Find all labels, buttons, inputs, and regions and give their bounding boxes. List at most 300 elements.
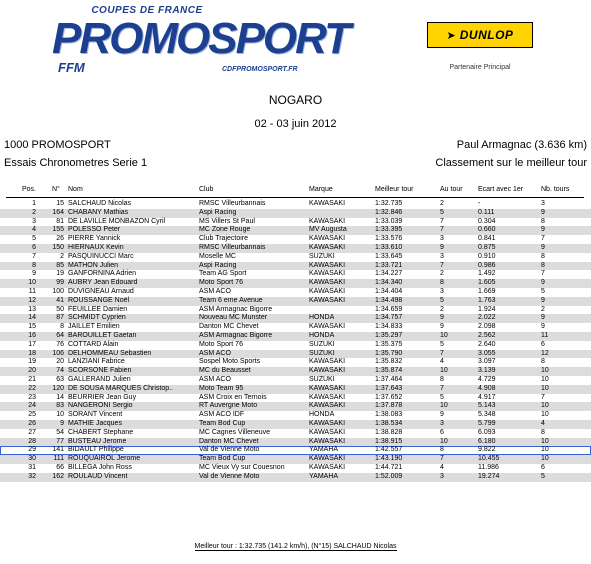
- cell-gap: 2.022: [478, 314, 496, 322]
- cell-at-lap: 7: [440, 384, 444, 392]
- cell-gap: 0.111: [478, 208, 495, 216]
- cell-pos: 11: [28, 287, 36, 295]
- cell-best-lap: 1:37.464: [375, 375, 403, 383]
- cell-marque: KAWASAKI: [309, 455, 346, 463]
- cell-best-lap: 1:33.395: [375, 226, 403, 234]
- cell-pos: 29: [28, 446, 36, 454]
- cell-number: 54: [56, 428, 64, 436]
- event-venue: NOGARO: [268, 93, 323, 107]
- cell-club: Moto Team 95: [199, 384, 244, 392]
- dunlop-logo: [427, 22, 533, 80]
- table-row[interactable]: [0, 350, 591, 359]
- cell-laps: 12: [541, 349, 549, 357]
- dunlop-arrow-icon: ➤: [446, 29, 456, 42]
- ffm-logo: FFM: [58, 60, 85, 75]
- col-best-lap: Meilleur tour: [375, 186, 414, 193]
- table-row[interactable]: [0, 297, 591, 306]
- cell-name: AUBRY Jean Edouard: [68, 279, 138, 287]
- cell-marque: KAWASAKI: [309, 200, 346, 207]
- cell-marque: KAWASAKI: [309, 287, 346, 295]
- cell-club: Sospel Moto Sports: [199, 358, 261, 366]
- table-row[interactable]: [0, 288, 591, 297]
- cell-club: Val de Vienne Moto: [199, 472, 260, 480]
- cell-name: SALCHAUD Nicolas: [68, 200, 132, 207]
- cell-best-lap: 1:32.735: [375, 200, 403, 207]
- cell-laps: 11: [541, 331, 549, 339]
- table-row[interactable]: [0, 262, 591, 271]
- cell-name: JAILLET Emilien: [68, 323, 120, 331]
- cell-number: 63: [56, 375, 64, 383]
- cell-at-lap: 10: [440, 437, 448, 445]
- cell-marque: HONDA: [309, 314, 335, 322]
- cell-number: 162: [52, 472, 64, 480]
- col-name: Nom: [68, 186, 83, 193]
- table-row[interactable]: [0, 455, 591, 464]
- cell-marque: HONDA: [309, 411, 335, 419]
- category-label: 1000 PROMOSPORT: [4, 139, 111, 151]
- best-lap-summary: Meilleur tour : 1:32.735 (141.2 km/h), (N°15) SALCHAUD Nicolas: [194, 543, 397, 550]
- cell-gap: 0.910: [478, 252, 496, 260]
- cell-best-lap: 1:37.643: [375, 384, 403, 392]
- cell-at-lap: 9: [440, 243, 444, 251]
- cell-number: 8: [60, 323, 64, 331]
- cell-pos: 18: [28, 349, 36, 357]
- cell-name: ROUQUAIROL Jerome: [68, 455, 141, 463]
- cell-name: FEUILLEE Damien: [68, 305, 128, 313]
- cell-at-lap: 7: [440, 226, 444, 234]
- cell-marque: KAWASAKI: [309, 279, 346, 287]
- cell-club: Team 6 eme Avenue: [199, 296, 263, 304]
- cell-best-lap: 1:52.009: [375, 472, 403, 480]
- cell-number: 20: [56, 358, 64, 366]
- cell-best-lap: 1:34.340: [375, 279, 403, 287]
- cell-gap: 3.055: [478, 349, 496, 357]
- cell-pos: 17: [28, 340, 36, 348]
- sponsor-name: DUNLOP: [459, 28, 514, 42]
- cell-number: 2: [60, 252, 64, 260]
- cell-best-lap: 1:34.757: [375, 314, 403, 322]
- cell-pos: 10: [28, 279, 36, 287]
- cell-gap: 0.841: [478, 235, 496, 243]
- table-row[interactable]: [0, 332, 591, 341]
- col-pos: Pos.: [21, 186, 36, 193]
- dunlop-badge: [427, 22, 533, 48]
- cell-pos: 6: [32, 243, 36, 251]
- table-row[interactable]: [0, 253, 591, 262]
- cell-club: ASM Croix en Ternois: [199, 393, 267, 401]
- cell-club: MC Zone Rouge: [199, 226, 251, 234]
- cell-gap: 3.097: [478, 358, 496, 366]
- cell-laps: 9: [541, 314, 545, 322]
- logo-kicker: COUPES DE FRANCE: [91, 5, 203, 16]
- table-row[interactable]: [0, 209, 591, 218]
- cell-number: 164: [52, 208, 64, 216]
- cell-gap: 11.986: [478, 463, 499, 471]
- cell-marque: YAMAHA: [309, 472, 339, 480]
- cell-best-lap: 1:38.828: [375, 428, 403, 436]
- cell-name: LANZIANI Fabrice: [68, 358, 125, 366]
- cell-laps: 10: [541, 367, 549, 375]
- cell-laps: 9: [541, 208, 545, 216]
- cell-at-lap: 2: [440, 270, 444, 278]
- cell-club: RMSC Villeurbannais: [199, 243, 266, 251]
- cell-best-lap: 1:42.557: [375, 446, 403, 454]
- cell-name: DELHOMMEAU Sebastien: [68, 349, 152, 357]
- cell-at-lap: 4: [440, 358, 444, 366]
- cell-laps: 4: [541, 419, 545, 427]
- cell-best-lap: 1:44.721: [375, 463, 403, 471]
- cell-club: Team AG Sport: [199, 270, 247, 278]
- cell-number: 106: [52, 349, 64, 357]
- sponsor-caption: Partenaire Principal: [449, 64, 511, 71]
- cell-gap: 0.304: [478, 217, 496, 225]
- cell-at-lap: 9: [440, 411, 444, 419]
- cell-at-lap: 4: [440, 463, 444, 471]
- cell-best-lap: 1:38.083: [375, 411, 403, 419]
- cell-club: ASM ACO: [199, 287, 231, 295]
- cell-number: 141: [52, 446, 64, 454]
- header: [0, 0, 591, 80]
- cell-laps: 10: [541, 455, 549, 463]
- cell-name: HIERNAUX Kevin: [68, 243, 124, 251]
- cell-name: ROULAUD Vincent: [68, 472, 128, 480]
- cell-marque: KAWASAKI: [309, 217, 346, 225]
- cell-club: Nouveau MC Munster: [199, 314, 268, 322]
- cell-number: 10: [56, 411, 64, 419]
- cell-laps: 7: [541, 393, 545, 401]
- cell-name: DUVIGNEAU Arnaud: [68, 287, 134, 295]
- cell-pos: 27: [28, 428, 36, 436]
- cell-best-lap: 1:38.915: [375, 437, 403, 445]
- cell-club: Val de Vienne Moto: [199, 446, 260, 454]
- cell-number: 66: [56, 463, 64, 471]
- cell-club: Moto Sport 76: [199, 340, 243, 348]
- cell-best-lap: 1:33.576: [375, 235, 403, 243]
- cell-laps: 10: [541, 375, 549, 383]
- cell-name: SCORSONE Fabien: [68, 367, 132, 375]
- table-row[interactable]: [0, 429, 591, 438]
- cell-at-lap: 3: [440, 252, 444, 260]
- cell-number: 87: [56, 314, 64, 322]
- cell-marque: KAWASAKI: [309, 367, 346, 375]
- table-row[interactable]: [0, 420, 591, 429]
- table-row[interactable]: [0, 341, 591, 350]
- cell-at-lap: 2: [440, 200, 444, 207]
- table-row[interactable]: [0, 385, 591, 394]
- cell-pos: 16: [28, 331, 36, 339]
- cell-club: Team Bod Cup: [199, 419, 246, 427]
- cell-at-lap: 7: [440, 349, 444, 357]
- cell-club: ASM ACO: [199, 349, 231, 357]
- cell-number: 83: [56, 402, 64, 410]
- cell-number: 9: [60, 419, 64, 427]
- cell-at-lap: 10: [440, 331, 448, 339]
- cell-laps: 9: [541, 279, 545, 287]
- cell-laps: 8: [541, 217, 545, 225]
- cell-at-lap: 10: [440, 367, 448, 375]
- col-gap: Ecart avec 1er: [478, 186, 524, 193]
- cell-number: 26: [56, 235, 64, 243]
- cell-best-lap: 1:33.610: [375, 243, 403, 251]
- cell-pos: 24: [28, 402, 36, 410]
- cell-club: ASM Armagnac Bigorre: [199, 305, 273, 313]
- cell-club: Team Bod Cup: [199, 455, 246, 463]
- cell-pos: 2: [32, 208, 36, 216]
- cell-pos: 1: [32, 200, 36, 207]
- cell-number: 77: [56, 437, 64, 445]
- cell-number: 111: [53, 455, 64, 463]
- cell-best-lap: 1:35.375: [375, 340, 403, 348]
- cell-gap: 2.562: [478, 331, 496, 339]
- cell-marque: KAWASAKI: [309, 384, 346, 392]
- cell-name: POLESSO Peter: [68, 226, 121, 234]
- cell-club: RMSC Villeurbannais: [199, 200, 266, 207]
- cell-gap: 0.875: [478, 243, 496, 251]
- cell-club: Aspi Racing: [199, 208, 237, 216]
- cell-gap: 5.348: [478, 411, 496, 419]
- cell-at-lap: 7: [440, 217, 444, 225]
- cell-laps: 8: [541, 428, 545, 436]
- cell-club: ASM ACO: [199, 375, 231, 383]
- footer: [0, 543, 591, 550]
- cell-marque: KAWASAKI: [309, 419, 346, 427]
- cell-name: PASQUINUCCI Marc: [68, 252, 134, 260]
- cell-marque: SUZUKI: [309, 340, 335, 348]
- cell-marque: KAWASAKI: [309, 463, 346, 471]
- cell-number: 81: [56, 217, 64, 225]
- cell-gap: 2.098: [478, 323, 496, 331]
- cell-name: BILLEGA John Ross: [68, 463, 132, 471]
- cell-laps: 9: [541, 243, 545, 251]
- cell-laps: 9: [541, 296, 545, 304]
- table-row[interactable]: [0, 367, 591, 376]
- cell-pos: 8: [32, 261, 36, 269]
- cell-marque: KAWASAKI: [309, 428, 346, 436]
- cell-gap: 6.180: [478, 437, 496, 445]
- cell-name: BEURRIER Jean Guy: [68, 393, 137, 401]
- cell-best-lap: 1:35.832: [375, 358, 403, 366]
- cell-pos: 30: [28, 455, 36, 463]
- cell-club: MC du Beausset: [199, 367, 251, 375]
- results-table: [0, 200, 591, 482]
- cell-pos: 31: [28, 463, 36, 471]
- cell-marque: KAWASAKI: [309, 358, 346, 366]
- cell-name: ROUSSANGE Noël: [68, 296, 130, 304]
- cell-gap: 19.274: [478, 472, 500, 480]
- cell-at-lap: 9: [440, 323, 444, 331]
- session-label: Essais Chronometres Serie 1: [4, 157, 148, 169]
- cell-pos: 3: [32, 217, 36, 225]
- cell-number: 85: [56, 261, 64, 269]
- cell-pos: 26: [28, 419, 36, 427]
- logo-site: CDFPROMOSPORT.FR: [222, 66, 298, 73]
- table-row[interactable]: [0, 323, 591, 332]
- cell-number: 99: [56, 279, 64, 287]
- cell-name: PIERRE Yannick: [68, 235, 121, 243]
- table-row[interactable]: [0, 464, 591, 473]
- cell-name: SORANT Vincent: [68, 411, 123, 419]
- cell-gap: 3.139: [478, 367, 496, 375]
- cell-best-lap: 1:35.790: [375, 349, 403, 357]
- cell-name: BAROUILLET Gaetan: [68, 331, 137, 339]
- cell-marque: KAWASAKI: [309, 437, 346, 445]
- cell-best-lap: 1:35.874: [375, 367, 403, 375]
- cell-best-lap: 1:43.190: [375, 455, 403, 463]
- cell-laps: 3: [541, 200, 545, 207]
- cell-club: MC Cagnes Villeneuve: [199, 428, 271, 436]
- cell-pos: 20: [28, 367, 36, 375]
- cell-gap: 1.605: [478, 279, 496, 287]
- cell-pos: 32: [28, 472, 36, 480]
- cell-pos: 13: [28, 305, 36, 313]
- cell-laps: 5: [541, 472, 545, 480]
- table-row[interactable]: [0, 218, 591, 227]
- cell-at-lap: 8: [440, 446, 444, 454]
- cell-best-lap: 1:37.878: [375, 402, 403, 410]
- cell-name: GALLERAND Julien: [68, 375, 131, 383]
- cell-name: SCHMIDT Cyprien: [68, 314, 126, 322]
- cell-laps: 10: [541, 384, 549, 392]
- cell-pos: 23: [28, 393, 36, 401]
- table-row[interactable]: [0, 394, 591, 403]
- cell-gap: 2.640: [478, 340, 496, 348]
- table-row[interactable]: [0, 411, 591, 420]
- cell-best-lap: 1:34.833: [375, 323, 403, 331]
- table-row[interactable]: [0, 270, 591, 279]
- cell-club: Danton MC Chevet: [199, 323, 259, 331]
- cell-pos: 7: [32, 252, 36, 260]
- cell-pos: 25: [28, 411, 36, 419]
- cell-marque: KAWASAKI: [309, 296, 346, 304]
- table-row[interactable]: [0, 473, 591, 482]
- cell-at-lap: 8: [440, 279, 444, 287]
- cell-marque: KAWASAKI: [309, 323, 346, 331]
- table-row[interactable]: [0, 314, 591, 323]
- table-row[interactable]: [0, 306, 591, 315]
- cell-at-lap: 3: [440, 287, 444, 295]
- table-row[interactable]: [0, 376, 591, 385]
- cell-laps: 6: [541, 463, 545, 471]
- cell-laps: 10: [541, 411, 549, 419]
- cell-best-lap: 1:35.297: [375, 331, 403, 339]
- cell-at-lap: 3: [440, 235, 444, 243]
- cell-at-lap: 5: [440, 393, 444, 401]
- cell-at-lap: 5: [440, 208, 444, 216]
- cell-marque: MV Augusta: [309, 226, 347, 234]
- cell-number: 74: [56, 367, 64, 375]
- cell-gap: 4.908: [478, 384, 496, 392]
- cell-gap: 1.763: [478, 296, 496, 304]
- cell-at-lap: 3: [440, 419, 444, 427]
- cell-laps: 2: [541, 305, 545, 313]
- cell-gap: 5.799: [478, 419, 496, 427]
- cell-number: 76: [56, 340, 64, 348]
- cell-marque: KAWASAKI: [309, 235, 346, 243]
- event-dates: 02 - 03 juin 2012: [254, 118, 337, 130]
- cell-laps: 8: [541, 252, 545, 260]
- cell-number: 150: [52, 243, 64, 251]
- cell-best-lap: 1:33.039: [375, 217, 403, 225]
- cell-gap: 1.669: [478, 287, 496, 295]
- cell-at-lap: 5: [440, 340, 444, 348]
- cell-pos: 15: [28, 323, 36, 331]
- cell-marque: KAWASAKI: [309, 402, 346, 410]
- cell-name: DE LAVILLE MONBAZON Cyril: [68, 217, 166, 225]
- logo-brand: PROMOSPORT: [52, 14, 350, 63]
- table-row[interactable]: [0, 279, 591, 288]
- cell-gap: 9.822: [478, 446, 496, 454]
- cell-marque: KAWASAKI: [309, 261, 346, 269]
- cell-marque: SUZUKI: [309, 252, 335, 260]
- cell-laps: 9: [541, 323, 545, 331]
- table-row[interactable]: [0, 200, 591, 209]
- cell-best-lap: 1:37.652: [375, 393, 403, 401]
- cell-pos: 5: [32, 235, 36, 243]
- cell-at-lap: 2: [440, 305, 444, 313]
- cell-best-lap: 1:32.846: [375, 208, 403, 216]
- cell-marque: YAMAHA: [309, 446, 339, 454]
- cell-name: COTTARD Alain: [68, 340, 119, 348]
- cell-club: Moselle MC: [199, 252, 236, 260]
- cell-marque: KAWASAKI: [309, 270, 346, 278]
- cell-at-lap: 10: [440, 402, 448, 410]
- cell-gap: 0.660: [478, 226, 496, 234]
- table-row[interactable]: [0, 358, 591, 367]
- cell-at-lap: 8: [440, 375, 444, 383]
- cell-number: 41: [56, 296, 64, 304]
- table-row[interactable]: [0, 226, 591, 235]
- cell-club: Club Trajectoire: [199, 235, 249, 243]
- cell-name: GANFORNINA Adrien: [68, 270, 137, 278]
- cell-gap: 6.093: [478, 428, 496, 436]
- cell-club: RT Auvergne Moto: [199, 402, 258, 410]
- cell-laps: 10: [541, 437, 549, 445]
- cell-at-lap: 3: [440, 472, 444, 480]
- cell-name: BUSTEAU Jerome: [68, 437, 127, 445]
- table-row[interactable]: [0, 446, 591, 455]
- cell-best-lap: 1:33.721: [375, 261, 403, 269]
- cell-number: 14: [56, 393, 64, 401]
- cell-club: ASM ACO IDF: [199, 411, 245, 419]
- cell-name: DE SOUSA MARQUES Christop..: [68, 384, 174, 392]
- header-divider: [6, 197, 584, 198]
- cell-gap: 10.455: [478, 455, 500, 463]
- table-row[interactable]: [0, 438, 591, 447]
- cell-gap: 4.917: [478, 393, 496, 401]
- col-at-lap: Au tour: [440, 186, 463, 193]
- cell-laps: 7: [541, 270, 545, 278]
- cell-at-lap: 7: [440, 261, 444, 269]
- cell-club: ASM Armagnac Bigorre: [199, 331, 273, 339]
- ranking-label: Classement sur le meilleur tour: [435, 157, 587, 169]
- cell-club: Danton MC Chevet: [199, 437, 259, 445]
- table-row[interactable]: [0, 235, 591, 244]
- cell-at-lap: 5: [440, 296, 444, 304]
- col-marque: Marque: [309, 186, 333, 193]
- table-row[interactable]: [0, 402, 591, 411]
- cell-pos: 28: [28, 437, 36, 445]
- cell-number: 100: [52, 287, 64, 295]
- cell-marque: KAWASAKI: [309, 393, 346, 401]
- cell-laps: 10: [541, 402, 549, 410]
- cell-club: MS Villers St Paul: [199, 217, 255, 225]
- cell-laps: 6: [541, 340, 545, 348]
- cell-best-lap: 1:34.227: [375, 270, 403, 278]
- table-row[interactable]: [0, 244, 591, 253]
- cell-number: 50: [56, 305, 64, 313]
- cell-at-lap: 6: [440, 428, 444, 436]
- cell-best-lap: 1:38.534: [375, 419, 403, 427]
